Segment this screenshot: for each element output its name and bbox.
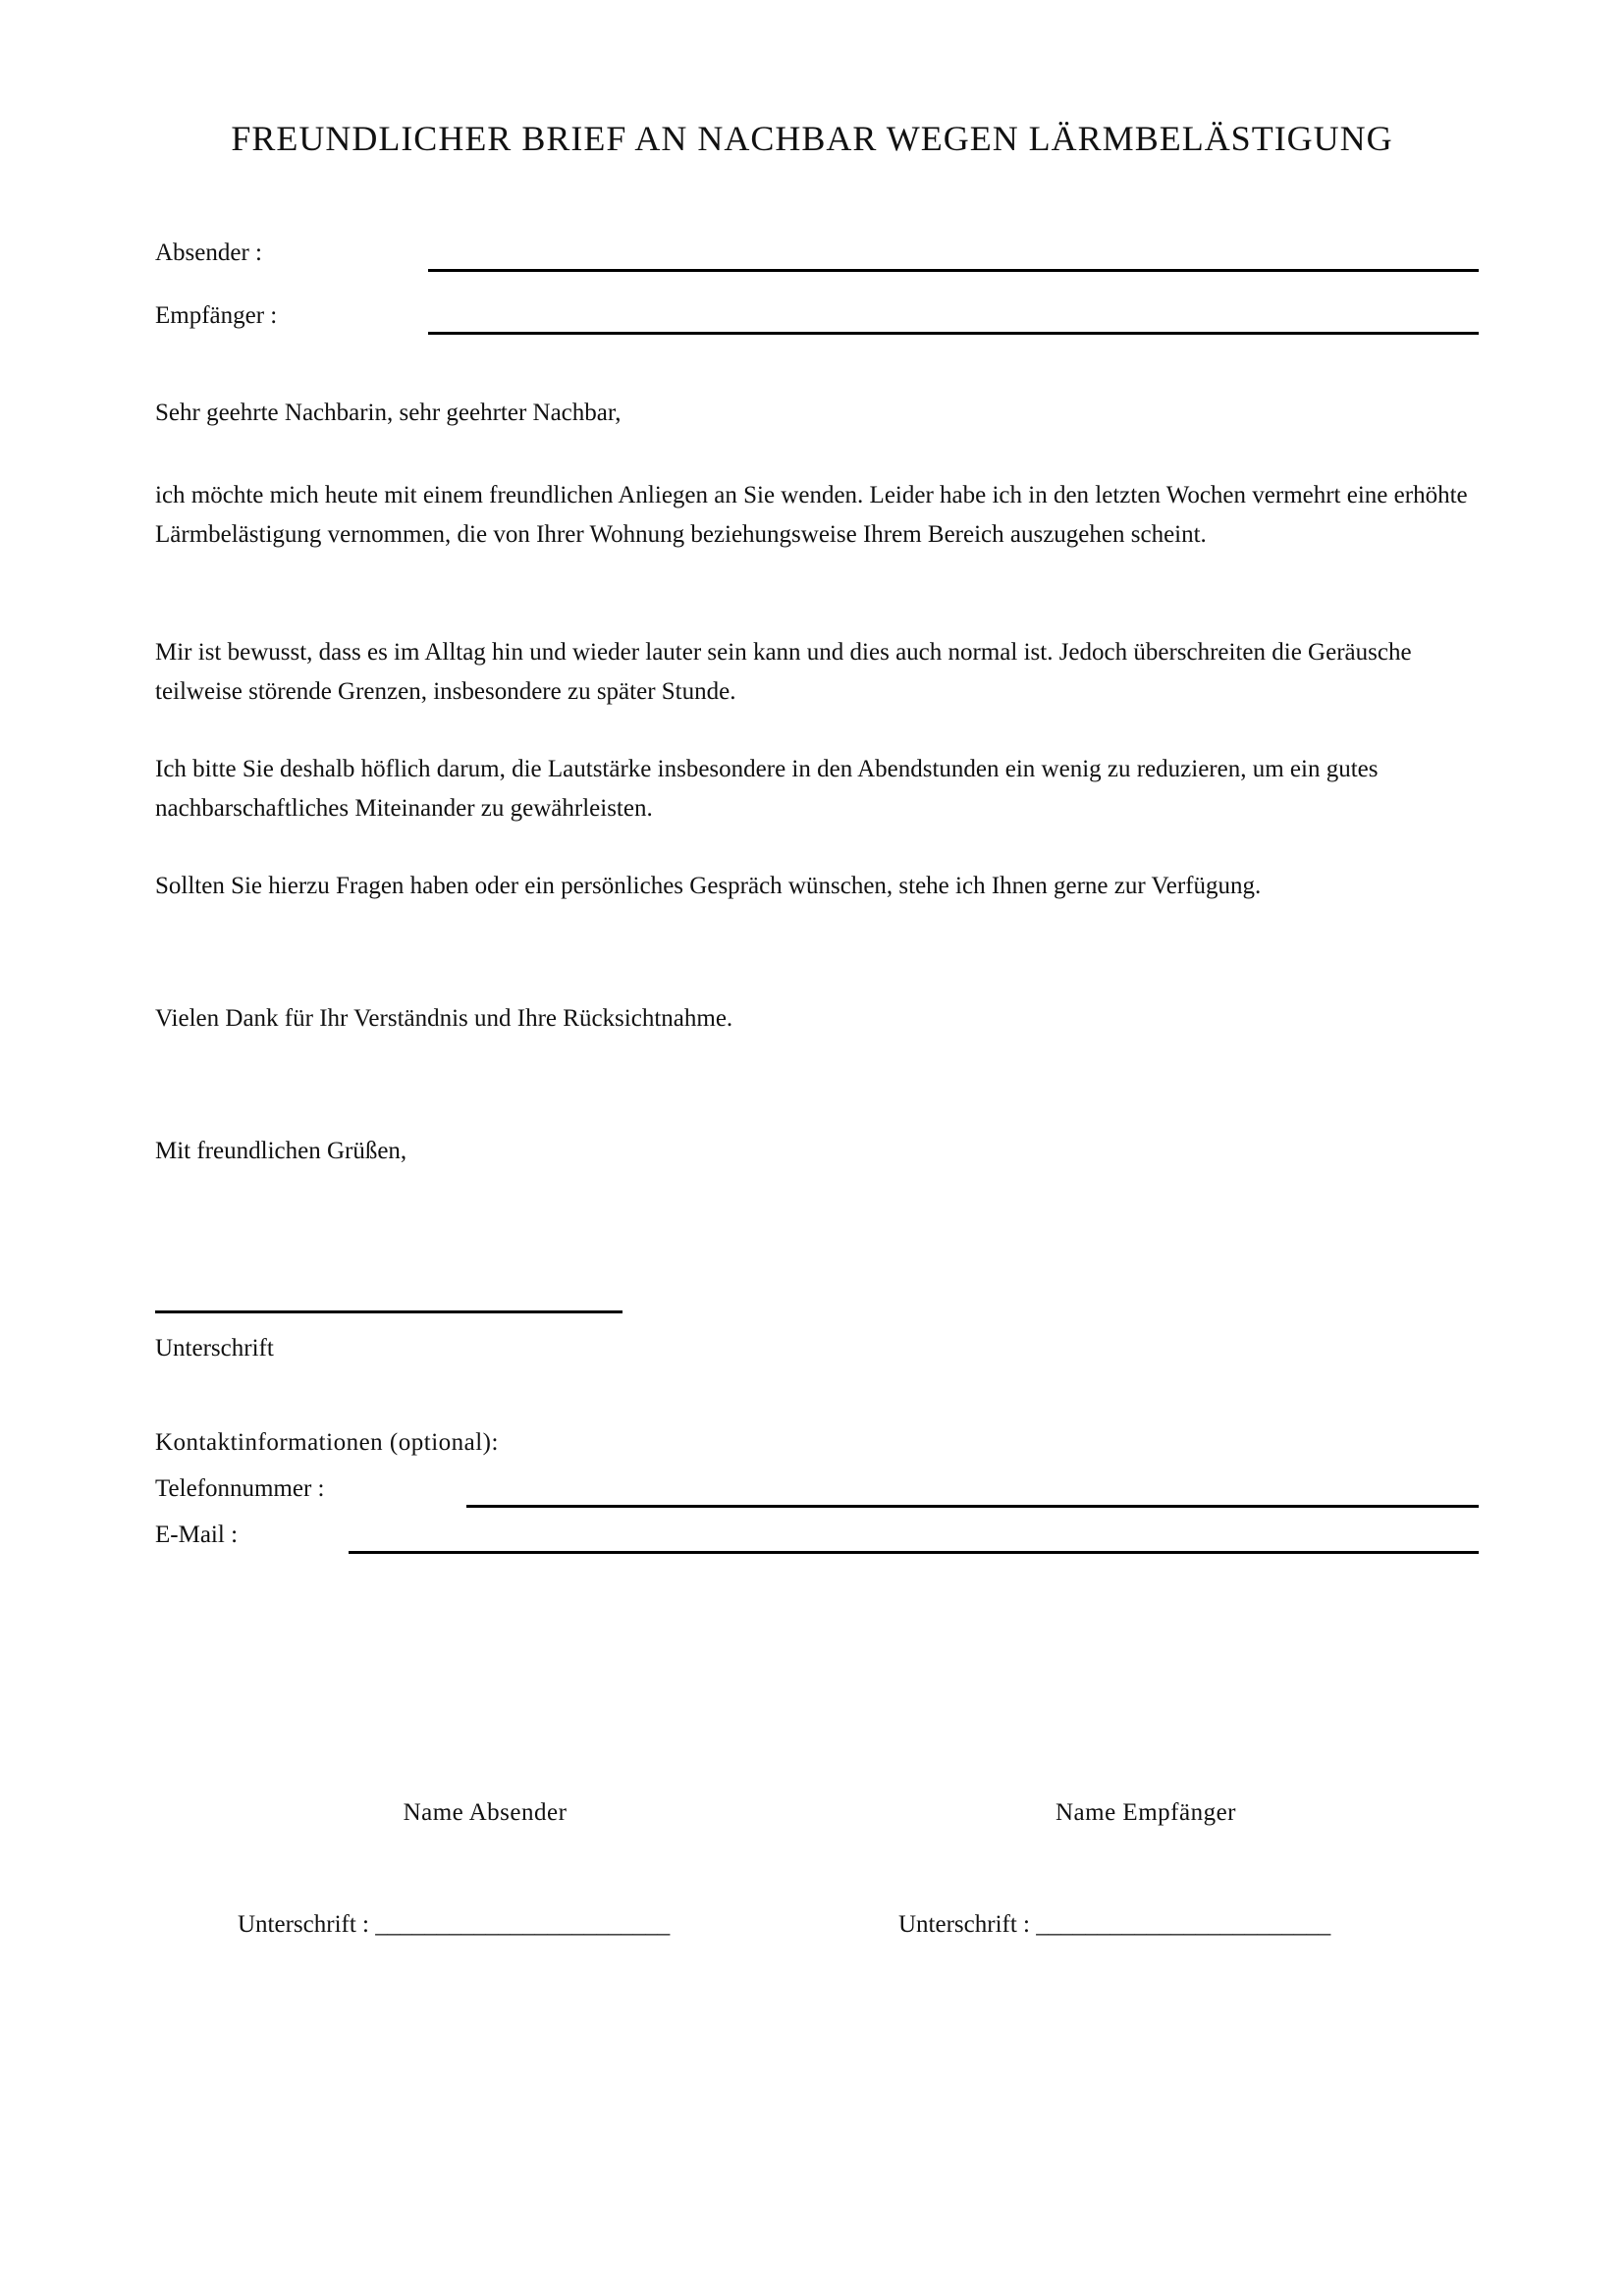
recipient-signature-field[interactable]: Unterschrift : ________________________ xyxy=(898,1911,1331,1938)
signature-label: Unterschrift xyxy=(155,1335,274,1362)
phone-field-line[interactable] xyxy=(466,1505,1479,1508)
signature-line[interactable] xyxy=(155,1310,623,1313)
recipient-label: Empfänger : xyxy=(155,302,278,329)
email-field-line[interactable] xyxy=(349,1551,1479,1554)
sender-field-line[interactable] xyxy=(428,269,1479,272)
document-title: FREUNDLICHER BRIEF AN NACHBAR WEGEN LÄRMBELÄSTIGUNG xyxy=(231,119,1393,158)
phone-label: Telefonnummer : xyxy=(155,1475,325,1502)
salutation: Sehr geehrte Nachbarin, sehr geehrter Nachbar, xyxy=(155,400,622,426)
sender-signature-field[interactable]: Unterschrift : ________________________ xyxy=(238,1911,671,1938)
paragraph-1: ich möchte mich heute mit einem freundlichen Anliegen an Sie wenden. Leider habe ich in den letzten Wochen vermehrt eine erhöhte Lärmbelästigung vernommen, die von Ihrer Wohnung beziehungsweise Ihrem Bereich auszugehen scheint. xyxy=(155,482,1468,548)
paragraph-4: Sollten Sie hierzu Fragen haben oder ein persönliches Gespräch wünschen, stehe ich Ihnen gerne zur Verfügung. xyxy=(155,873,1262,899)
paragraph-2: Mir ist bewusst, dass es im Alltag hin und wieder lauter sein kann und dies auch normal ist. Jedoch überschreiten die Geräusche teilweise störende Grenzen, insbesondere zu später Stunde. xyxy=(155,639,1412,705)
recipient-name-label: Name Empfänger xyxy=(1055,1799,1236,1826)
sender-name-label: Name Absender xyxy=(403,1799,568,1826)
paragraph-3: Ich bitte Sie deshalb höflich darum, die Lautstärke insbesondere in den Abendstunden ein wenig zu reduzieren, um ein gutes nachbarschaftliches Miteinander zu gewährleisten. xyxy=(155,756,1379,822)
recipient-field-line[interactable] xyxy=(428,332,1479,335)
thanks-line: Vielen Dank für Ihr Verständnis und Ihre Rücksichtnahme. xyxy=(155,1005,733,1032)
closing-line: Mit freundlichen Grüßen, xyxy=(155,1138,407,1164)
email-label: E-Mail : xyxy=(155,1522,239,1548)
contact-heading: Kontaktinformationen (optional): xyxy=(155,1429,499,1456)
sender-label: Absender : xyxy=(155,240,262,266)
